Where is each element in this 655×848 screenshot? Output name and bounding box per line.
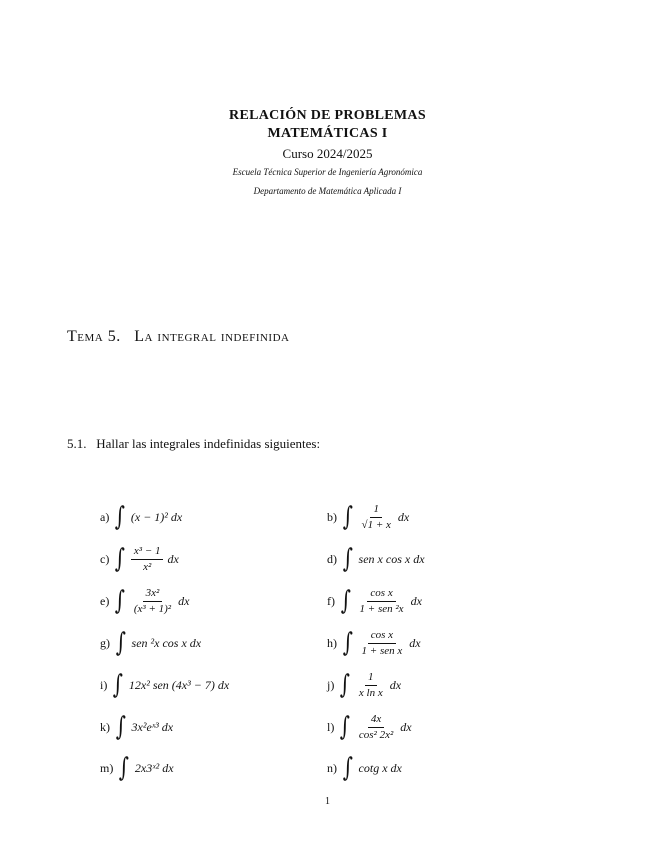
integral-item <box>327 748 402 788</box>
integral-item <box>327 623 421 663</box>
integral-sign-icon: ∫ <box>115 586 126 616</box>
document-title-line1: RELACIÓN DE PROBLEMAS <box>229 108 426 123</box>
item-label: i) <box>100 677 108 692</box>
integrand: 3x²eˣ³ dx <box>131 719 174 734</box>
fraction <box>356 713 396 740</box>
integral-item <box>327 539 425 579</box>
denominator: (x³ + 1)² <box>133 602 172 615</box>
item-label: c) <box>100 551 110 566</box>
differential: dx <box>167 551 179 566</box>
numerator: 3x² <box>143 587 163 601</box>
integrand: 2x3ˣ² dx <box>134 760 174 775</box>
school-name: Escuela Técnica Superior de Ingeniería Agronómica <box>232 167 423 177</box>
integral-sign-icon: ∫ <box>115 502 126 532</box>
integral-sign-icon: ∫ <box>342 753 353 783</box>
fraction <box>359 503 394 530</box>
integral-sign-icon: ∫ <box>115 628 126 658</box>
integrand: 12x² sen (4x³ − 7) dx <box>128 677 230 692</box>
fraction <box>357 587 407 614</box>
document-title-line2: MATEMÁTICAS I <box>267 126 388 141</box>
fraction <box>359 629 406 656</box>
course-year: Curso 2024/2025 <box>282 146 373 161</box>
integral-item <box>327 497 409 537</box>
integrand: (x − 1)² dx <box>130 509 183 524</box>
integral-sign-icon: ∫ <box>340 712 351 742</box>
integral-sign-icon: ∫ <box>340 586 351 616</box>
integral-item <box>100 707 173 747</box>
fraction <box>356 671 386 698</box>
differential: dx <box>389 677 402 692</box>
topic-heading <box>67 328 289 346</box>
topic-number: Tema 5. <box>67 328 121 345</box>
item-label: d) <box>327 551 337 566</box>
item-label: b) <box>327 509 337 524</box>
integral-item <box>100 623 201 663</box>
integral-sign-icon: ∫ <box>115 712 126 742</box>
denominator: x² <box>143 560 152 573</box>
integral-item <box>100 748 174 788</box>
integral-sign-icon: ∫ <box>340 670 351 700</box>
numerator: x³ − 1 <box>131 545 164 559</box>
item-label: l) <box>327 719 335 734</box>
integral-sign-icon: ∫ <box>342 628 353 658</box>
integrand: sen ²x cos x dx <box>131 635 202 650</box>
item-label: n) <box>327 760 337 775</box>
differential: dx <box>400 719 412 734</box>
integral-item <box>100 665 229 705</box>
integral-item <box>327 665 401 705</box>
fraction <box>131 587 174 614</box>
integral-item <box>327 707 412 747</box>
denominator: 1 + sen ²x <box>359 602 404 615</box>
denominator: 1 + sen x <box>361 644 403 657</box>
integral-sign-icon: ∫ <box>119 753 130 783</box>
differential: dx <box>397 509 410 524</box>
item-label: f) <box>327 593 335 608</box>
page-number: 1 <box>325 796 330 807</box>
item-label: j) <box>327 677 335 692</box>
item-label: h) <box>327 635 337 650</box>
topic-name: La integral indefinida <box>134 328 290 345</box>
integral-sign-icon: ∫ <box>342 544 353 574</box>
integral-sign-icon: ∫ <box>115 544 126 574</box>
integral-item <box>100 497 182 537</box>
differential: dx <box>410 593 422 608</box>
numerator: 4x <box>368 713 384 727</box>
item-label: a) <box>100 509 110 524</box>
denominator: √1 + x <box>361 518 391 531</box>
integrand: sen x cos x dx <box>358 551 425 566</box>
differential: dx <box>409 635 421 650</box>
integral-sign-icon: ∫ <box>342 502 353 532</box>
exercise-text: Hallar las integrales indefinidas siguientes: <box>96 436 321 451</box>
numerator: cos x <box>368 629 396 643</box>
integral-item <box>327 581 422 621</box>
numerator: 1 <box>370 503 382 517</box>
department-name: Departamento de Matemática Aplicada I <box>253 186 402 196</box>
denominator: x ln x <box>358 686 383 699</box>
fraction <box>131 545 164 572</box>
differential: dx <box>178 593 190 608</box>
exercise-statement <box>67 436 320 452</box>
item-label: m) <box>100 760 114 775</box>
integral-item <box>100 539 179 579</box>
item-label: e) <box>100 593 110 608</box>
integral-item <box>100 581 189 621</box>
denominator: cos² 2x² <box>358 728 394 741</box>
item-label: k) <box>100 719 110 734</box>
item-label: g) <box>100 635 110 650</box>
exercise-number: 5.1. <box>67 436 87 451</box>
integral-sign-icon: ∫ <box>113 670 124 700</box>
integrand: cotg x dx <box>358 760 402 775</box>
numerator: 1 <box>365 671 377 685</box>
numerator: cos x <box>367 587 395 601</box>
